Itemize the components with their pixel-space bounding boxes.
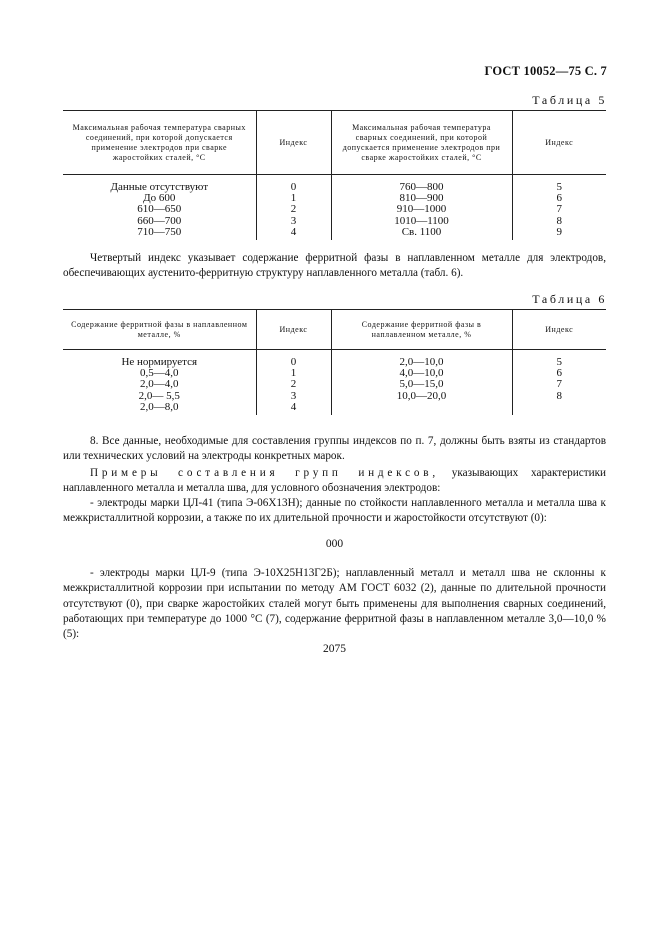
examples-rest: указывающих характеристики наплавленного металла и металла шва, для условного обозначения электродов: — [63, 467, 606, 495]
table-cell: 2,0—8,0 — [140, 400, 179, 413]
table-cell: 760—800 — [399, 181, 444, 193]
table-cell: 2,0— 5,5 — [138, 389, 180, 402]
table-5 — [63, 110, 606, 240]
page-header: ГОСТ 10052—75 С. 7 — [484, 64, 607, 78]
table-5-col-temp-2 — [331, 175, 512, 241]
table-cell: 710—750 — [137, 225, 182, 238]
table-6-header-index-2: Индекс — [512, 310, 606, 350]
table-cell: 8 — [556, 389, 562, 402]
table-cell: 5 — [556, 356, 562, 368]
table-6-col-ferrite-2 — [331, 350, 512, 416]
table-cell: 4,0—10,0 — [399, 367, 444, 380]
table-5-header-index-1: Индекс — [256, 111, 331, 175]
table-6-header-ferrite-2: Содержание ферритной фазы в наплавленном металле, % — [331, 310, 512, 350]
table-cell: До 600 — [143, 192, 176, 205]
table-cell: 0,5—4,0 — [140, 367, 179, 380]
table-cell: 2 — [290, 203, 297, 216]
table-5-header-temp-1: Максимальная рабочая температура сварных соединений, при которой допускается применение электродов при сварке жаростойких сталей, °С — [63, 111, 256, 175]
table-cell: Данные отсутствуют — [110, 181, 209, 193]
table-6-col-index-2 — [512, 350, 606, 416]
table-cell: 660—700 — [137, 214, 182, 227]
table-cell: 6 — [556, 192, 562, 205]
paragraph-fourth-index: Четвертый индекс указывает содержание ферритной фазы в наплавленном металле для электродов, обеспечивающих аустенито-ферритную структуру наплавленного металла (табл. 6). — [63, 252, 606, 280]
table-cell: 810—900 — [399, 192, 444, 205]
table-5-col-temp-1 — [63, 175, 256, 241]
table-5-header-index-2: Индекс — [512, 111, 606, 175]
table-6-header-index-1: Индекс — [256, 310, 331, 350]
examples-lead: Примеры составления групп индексов, — [90, 467, 439, 479]
paragraph-examples — [63, 466, 606, 497]
table-6 — [63, 309, 606, 415]
table-cell: 7 — [556, 378, 562, 391]
table-cell: 3 — [290, 214, 297, 227]
table-cell: 9 — [556, 225, 562, 238]
table-cell: 8 — [556, 214, 562, 227]
table-cell: 2,0—10,0 — [399, 356, 444, 368]
table-6-caption: Таблица 6 — [532, 292, 607, 306]
table-cell: 4 — [290, 225, 297, 238]
table-cell: 7 — [556, 203, 562, 216]
table-cell: 0 — [290, 356, 297, 368]
table-cell: 1 — [290, 192, 297, 205]
table-cell: 910—1000 — [396, 203, 447, 216]
table-5-col-index-2 — [512, 175, 606, 241]
table-5-col-index-1 — [256, 175, 331, 241]
table-cell: 3 — [290, 389, 297, 402]
index-code-000: 000 — [325, 538, 344, 550]
table-cell: 5,0—15,0 — [399, 378, 444, 391]
table-6-col-ferrite-1 — [63, 350, 256, 416]
paragraph-8: 8. Все данные, необходимые для составления группы индексов по п. 7, должны быть взяты из стандартов или технических условий на электроды конкретных марок. — [63, 435, 606, 463]
table-cell: 2 — [290, 378, 297, 391]
table-cell: 4 — [290, 400, 297, 413]
table-5-header-temp-2: Максимальная рабочая температура сварных соединений, при которой допускается применение электродов при сварке жаростойких сталей, °С — [331, 111, 512, 175]
table-cell: 10,0—20,0 — [396, 389, 447, 402]
table-cell: 6 — [556, 367, 562, 380]
table-cell: 5 — [556, 181, 562, 193]
table-cell: 1 — [290, 367, 297, 380]
page-number: 2075 — [323, 643, 346, 655]
table-5-caption: Таблица 5 — [532, 93, 607, 107]
table-cell: Не нормируется — [121, 356, 198, 368]
table-cell: 2,0—4,0 — [140, 378, 179, 391]
table-cell: Св. 1100 — [401, 225, 442, 238]
table-cell: 1010—1100 — [394, 214, 449, 227]
table-cell: 610—650 — [137, 203, 182, 216]
paragraph-example-1: - электроды марки ЦЛ-41 (типа Э-06Х13Н); данные по стойкости наплавленного металла и металла шва к межкристаллитной коррозии, а также по их длительной прочности и жаростойкости отсутствуют (0): — [63, 497, 606, 525]
table-cell: 0 — [290, 181, 297, 193]
table-6-col-index-1 — [256, 350, 331, 416]
table-6-header-ferrite-1: Содержание ферритной фазы в наплавленном металле, % — [63, 310, 256, 350]
paragraph-example-2: - электроды марки ЦЛ-9 (типа Э-10Х25Н13Г2Б); наплавленный металл и металл шва не склонны к межкристаллитной коррозии при испытании по методу АМ ГОСТ 6032 (2), данные по длительной прочности отсутствуют (0), при сварке жаростойких сталей могут быть применены для выполнения сварных соединений, работающих при температуре до 1000 °С (7), содержание ферритной фазы в наплавленном металле 3,0—10,0 % (5): — [63, 567, 606, 641]
